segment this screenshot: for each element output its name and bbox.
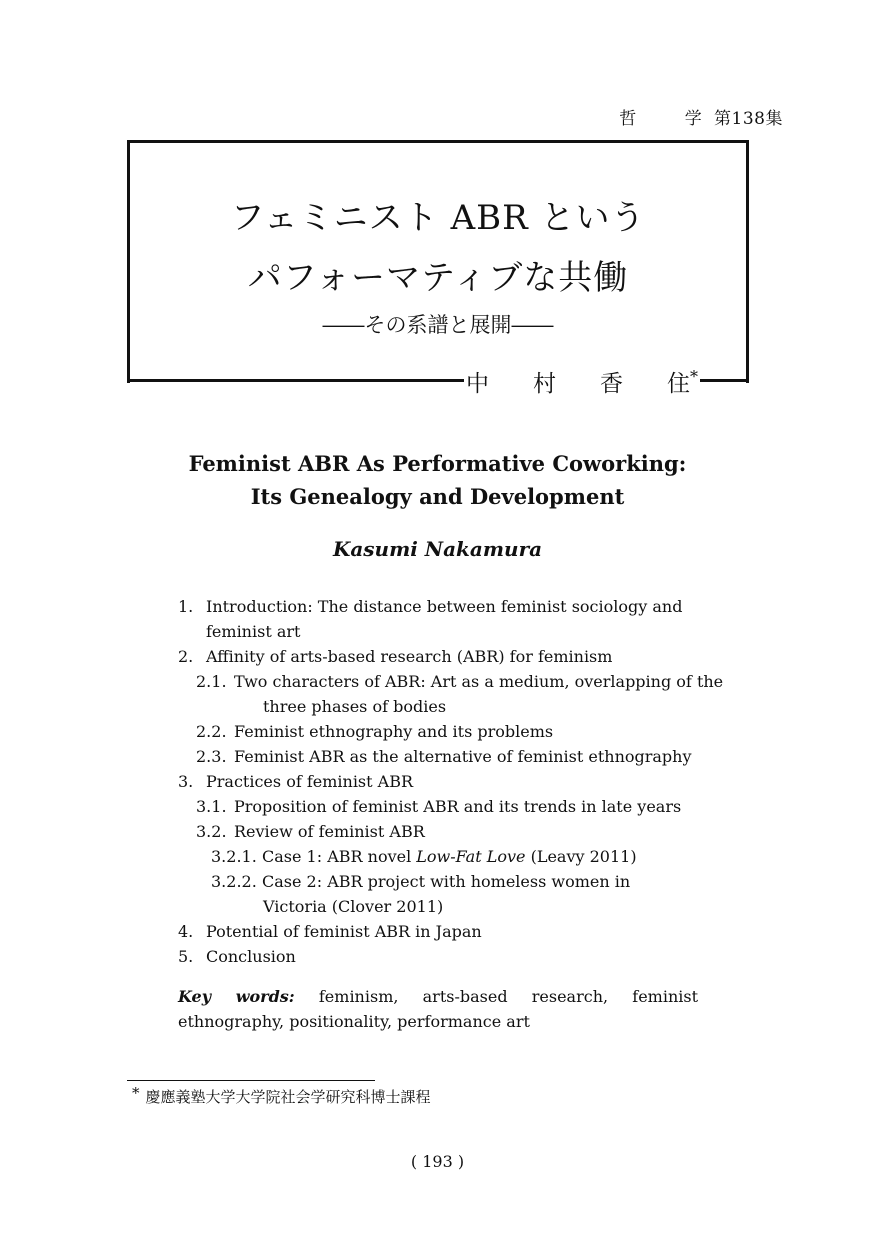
toc-number: 3.1. [196, 797, 227, 816]
keywords [178, 984, 698, 1034]
keywords-text: feminism, arts-based research, feminist ethnography, positionality, performance art [178, 987, 699, 1031]
toc-number: 3. [178, 772, 194, 791]
toc-text: three phases of bodies [263, 697, 447, 716]
title-frame-bottom-rule-right [700, 379, 746, 382]
author-char: 中 [466, 370, 489, 397]
toc-number: 4. [178, 922, 194, 941]
toc-text: Feminist ABR as the alternative of feminist ethnography [234, 747, 692, 766]
footnote-text: 慶應義塾大学大学院社会学研究科博士課程 [145, 1088, 431, 1106]
toc-number: 5. [178, 947, 194, 966]
english-title-line-1: Feminist ABR As Performative Coworking: [188, 451, 687, 476]
author-char: 香 [600, 370, 623, 397]
japanese-title-line-1: フェミニスト ABR という [230, 198, 646, 238]
page-number: ( 193 ) [410, 1152, 465, 1171]
footnote-rule [127, 1080, 375, 1081]
running-head [619, 104, 783, 129]
toc-text: Potential of feminist ABR in Japan [206, 922, 482, 941]
novel-title: Low-Fat Love [416, 847, 526, 866]
keywords-label: Key words: [178, 987, 295, 1006]
toc-text: Case 2: ABR project with homeless women in [262, 872, 631, 891]
toc-text: Victoria (Clover 2011) [263, 897, 444, 916]
volume-number: 第138集 [714, 109, 783, 129]
japanese-subtitle: ――その系譜と展開―― [322, 313, 554, 337]
toc-text: Proposition of feminist ABR and its trends in late years [234, 797, 682, 816]
author-footnote-mark: * [690, 366, 698, 386]
toc-number: 1. [178, 597, 194, 616]
toc-text: Affinity of arts-based research (ABR) for feminism [206, 647, 613, 666]
toc-number: 3.2.2. [211, 872, 257, 891]
toc-text: Case 1: ABR novel Low-Fat Love (Leavy 2011) [262, 847, 637, 866]
toc-number: 2. [178, 647, 194, 666]
toc-text: feminist art [206, 622, 301, 641]
toc-number: 2.3. [196, 747, 227, 766]
footnote [132, 1086, 431, 1107]
toc-text: Review of feminist ABR [234, 822, 425, 841]
japanese-author [466, 364, 698, 398]
journal-name-right: 学 [684, 109, 703, 129]
toc-text: Introduction: The distance between feminist sociology and [206, 597, 683, 616]
toc-number: 3.2. [196, 822, 227, 841]
author-char-last: 住* [667, 366, 698, 397]
toc-number: 3.2.1. [211, 847, 257, 866]
japanese-title-line-2: パフォーマティブな共働 [247, 258, 629, 298]
toc-number: 2.2. [196, 722, 227, 741]
footnote-mark: * [132, 1084, 140, 1102]
english-title-line-2: Its Genealogy and Development [250, 484, 625, 509]
toc-number: 2.1. [196, 672, 227, 691]
journal-name-left: 哲 [619, 109, 637, 129]
toc-text: Practices of feminist ABR [206, 772, 414, 791]
toc-text: Conclusion [206, 947, 296, 966]
title-frame-bottom-rule-left [127, 379, 464, 382]
toc-text: Two characters of ABR: Art as a medium, overlapping of the [234, 672, 724, 691]
toc-text: Feminist ethnography and its problems [234, 722, 554, 741]
english-author: Kasumi Nakamura [332, 537, 543, 561]
author-char: 村 [533, 370, 556, 397]
